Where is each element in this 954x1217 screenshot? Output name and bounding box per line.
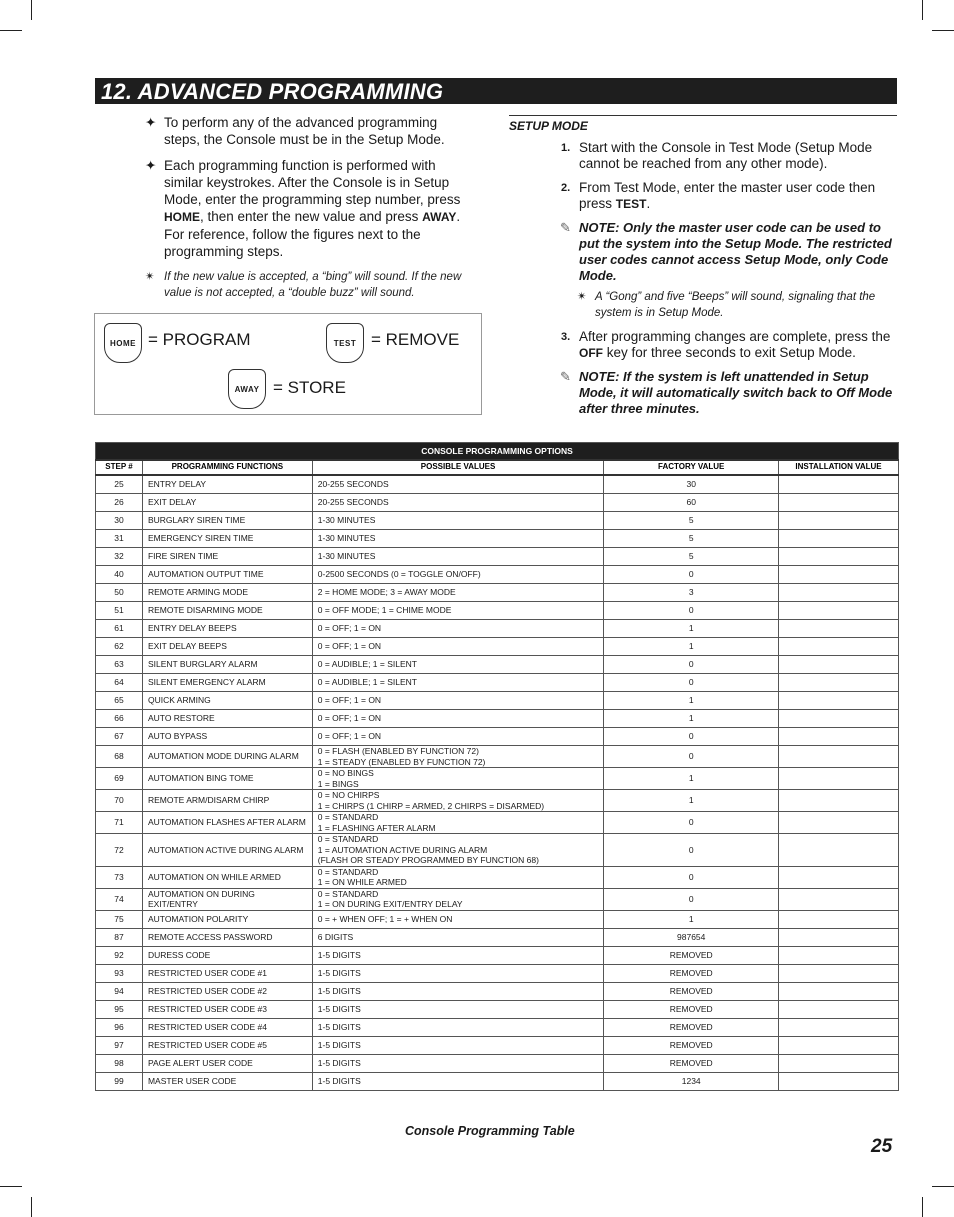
off-key-ref: OFF [579, 346, 603, 360]
installation-value-cell [779, 656, 899, 674]
table-row [96, 1036, 899, 1054]
values-cell: 0 = STANDARD 1 = ON DURING EXIT/ENTRY DELAY [312, 888, 604, 910]
away-key-ref: AWAY [422, 210, 457, 224]
factory-value-cell: 1 [604, 768, 779, 790]
table-caption: CONSOLE PROGRAMMING OPTIONS [96, 443, 899, 461]
step-cell: 61 [96, 620, 143, 638]
step-cell: 31 [96, 530, 143, 548]
table-row [96, 866, 899, 888]
function-cell: QUICK ARMING [142, 692, 312, 710]
setup-sub-note [509, 289, 897, 321]
installation-value-cell [779, 834, 899, 867]
function-cell: EXIT DELAY [142, 494, 312, 512]
intro-bullet [145, 114, 475, 148]
values-cell: 20-255 SECONDS [312, 475, 604, 494]
table-row [96, 768, 899, 790]
values-cell: 1-5 DIGITS [312, 1036, 604, 1054]
function-cell: ENTRY DELAY BEEPS [142, 620, 312, 638]
intro-bullet-text: To perform any of the advanced programming steps, the Console must be in the Setup Mode. [164, 115, 445, 147]
values-cell: 0 = AUDIBLE; 1 = SILENT [312, 674, 604, 692]
setup-step [509, 180, 897, 213]
installation-value-cell [779, 475, 899, 494]
function-cell: AUTO RESTORE [142, 710, 312, 728]
step-cell: 26 [96, 494, 143, 512]
step-cell: 64 [96, 674, 143, 692]
function-cell: AUTOMATION FLASHES AFTER ALARM [142, 812, 312, 834]
installation-value-cell [779, 1018, 899, 1036]
function-cell: EMERGENCY SIREN TIME [142, 530, 312, 548]
installation-value-cell [779, 512, 899, 530]
crop-mark [932, 1186, 954, 1187]
table-row [96, 1072, 899, 1090]
step-cell: 93 [96, 964, 143, 982]
installation-value-cell [779, 768, 899, 790]
values-cell: 1-5 DIGITS [312, 946, 604, 964]
home-key-label: = PROGRAM [148, 330, 251, 349]
function-cell: AUTO BYPASS [142, 728, 312, 746]
table-row [96, 888, 899, 910]
crop-mark [0, 30, 22, 31]
table-row [96, 602, 899, 620]
installation-value-cell [779, 530, 899, 548]
factory-value-cell: REMOVED [604, 1000, 779, 1018]
step-cell: 96 [96, 1018, 143, 1036]
factory-value-cell: 1 [604, 710, 779, 728]
step-cell: 66 [96, 710, 143, 728]
table-row [96, 928, 899, 946]
setup-note [509, 369, 897, 417]
step-cell: 30 [96, 512, 143, 530]
setup-step [509, 329, 897, 362]
installation-value-cell [779, 1036, 899, 1054]
table-row [96, 512, 899, 530]
factory-value-cell: 1 [604, 620, 779, 638]
test-key-ref: TEST [615, 197, 647, 211]
values-cell: 0 = OFF; 1 = ON [312, 710, 604, 728]
values-cell: 1-5 DIGITS [312, 982, 604, 1000]
values-cell: 1-5 DIGITS [312, 1000, 604, 1018]
step-cell: 50 [96, 584, 143, 602]
table-row [96, 728, 899, 746]
setup-note [509, 220, 897, 284]
values-cell: 0 = FLASH (ENABLED BY FUNCTION 72) 1 = STEADY (ENABLED BY FUNCTION 72) [312, 746, 604, 768]
values-cell: 2 = HOME MODE; 3 = AWAY MODE [312, 584, 604, 602]
column-header: INSTALLATION VALUE [779, 460, 899, 475]
values-cell: 20-255 SECONDS [312, 494, 604, 512]
section-title-bar [95, 78, 897, 104]
intro-note [145, 269, 475, 301]
step-cell: 95 [96, 1000, 143, 1018]
step-cell: 40 [96, 566, 143, 584]
factory-value-cell: REMOVED [604, 1036, 779, 1054]
table-row [96, 584, 899, 602]
pencil-icon: ✎ [560, 368, 571, 384]
installation-value-cell [779, 566, 899, 584]
function-cell: SILENT BURGLARY ALARM [142, 656, 312, 674]
values-cell: 0 = OFF; 1 = ON [312, 692, 604, 710]
values-cell: 0 = OFF; 1 = ON [312, 728, 604, 746]
values-cell: 1-30 MINUTES [312, 530, 604, 548]
step-number: 2. [561, 181, 571, 194]
factory-value-cell: 5 [604, 512, 779, 530]
installation-value-cell [779, 710, 899, 728]
installation-value-cell [779, 728, 899, 746]
factory-value-cell: 1 [604, 692, 779, 710]
function-cell: ENTRY DELAY [142, 475, 312, 494]
values-cell: 1-5 DIGITS [312, 964, 604, 982]
step-text: After programming changes are complete, press the [579, 328, 891, 344]
crop-mark [932, 30, 954, 31]
installation-value-cell [779, 928, 899, 946]
table-row [96, 674, 899, 692]
setup-step [509, 140, 897, 173]
function-cell: REMOTE ACCESS PASSWORD [142, 928, 312, 946]
factory-value-cell: 0 [604, 812, 779, 834]
bullet-star-icon: ✦ [145, 115, 157, 130]
table-row [96, 790, 899, 812]
page-number: 25 [871, 1136, 893, 1157]
installation-value-cell [779, 982, 899, 1000]
table-row [96, 620, 899, 638]
factory-value-cell: 0 [604, 834, 779, 867]
values-cell: 0 = AUDIBLE; 1 = SILENT [312, 656, 604, 674]
table-row [96, 710, 899, 728]
table-row [96, 530, 899, 548]
factory-value-cell: 5 [604, 530, 779, 548]
installation-value-cell [779, 692, 899, 710]
away-key-label: = STORE [273, 378, 346, 397]
values-cell: 1-30 MINUTES [312, 512, 604, 530]
step-cell: 72 [96, 834, 143, 867]
installation-value-cell [779, 888, 899, 910]
table-row [96, 475, 899, 494]
step-cell: 94 [96, 982, 143, 1000]
values-cell: 0 = OFF; 1 = ON [312, 638, 604, 656]
installation-value-cell [779, 746, 899, 768]
step-cell: 99 [96, 1072, 143, 1090]
step-cell: 25 [96, 475, 143, 494]
installation-value-cell [779, 910, 899, 928]
table-row [96, 692, 899, 710]
installation-value-cell [779, 638, 899, 656]
factory-value-cell: 3 [604, 584, 779, 602]
table-row [96, 494, 899, 512]
table-row [96, 1000, 899, 1018]
factory-value-cell: 0 [604, 888, 779, 910]
installation-value-cell [779, 674, 899, 692]
table-row [96, 834, 899, 867]
function-cell: FIRE SIREN TIME [142, 548, 312, 566]
function-cell: REMOTE ARMING MODE [142, 584, 312, 602]
factory-value-cell: REMOVED [604, 946, 779, 964]
home-key-ref: HOME [164, 210, 200, 224]
factory-value-cell: 0 [604, 728, 779, 746]
function-cell: EXIT DELAY BEEPS [142, 638, 312, 656]
table-row [96, 746, 899, 768]
values-cell: 0 = OFF MODE; 1 = CHIME MODE [312, 602, 604, 620]
figure-caption: Console Programming Table [405, 1124, 575, 1138]
function-cell: RESTRICTED USER CODE #5 [142, 1036, 312, 1054]
factory-value-cell: 0 [604, 656, 779, 674]
step-cell: 70 [96, 790, 143, 812]
step-cell: 62 [96, 638, 143, 656]
test-key-label: = REMOVE [371, 330, 460, 349]
bullet-star-icon: ✦ [145, 158, 157, 173]
section-title: 12. ADVANCED PROGRAMMING [101, 79, 444, 104]
function-cell: RESTRICTED USER CODE #1 [142, 964, 312, 982]
values-cell: 1-5 DIGITS [312, 1072, 604, 1090]
step-cell: 98 [96, 1054, 143, 1072]
values-cell: 1-30 MINUTES [312, 548, 604, 566]
function-cell: AUTOMATION MODE DURING ALARM [142, 746, 312, 768]
step-text: From Test Mode, enter the master user code then press [579, 179, 876, 211]
factory-value-cell: 0 [604, 602, 779, 620]
table-row [96, 982, 899, 1000]
values-cell: 1-5 DIGITS [312, 1054, 604, 1072]
intro-note-text: If the new value is accepted, a “bing” will sound. If the new value is not accepted, a “double buzz” will sound. [164, 271, 462, 299]
factory-value-cell: 1 [604, 638, 779, 656]
function-cell: SILENT EMERGENCY ALARM [142, 674, 312, 692]
step-text: key for three seconds to exit Setup Mode. [603, 345, 856, 360]
values-cell: 1-5 DIGITS [312, 1018, 604, 1036]
values-cell: 0 = OFF; 1 = ON [312, 620, 604, 638]
key-legend [94, 313, 482, 415]
away-key-icon: AWAY [228, 369, 266, 409]
test-key-icon: TEST [326, 323, 364, 363]
table-row [96, 964, 899, 982]
step-text: Start with the Console in Test Mode (Setup Mode cannot be reached from any other mode). [579, 139, 873, 171]
step-number: 1. [561, 141, 571, 154]
column-header: FACTORY VALUE [604, 460, 779, 475]
step-cell: 51 [96, 602, 143, 620]
intro-bullet-text: Each programming function is performed with similar keystrokes. After the Console is in Setup Mode, enter the programming step number, press [164, 158, 461, 207]
installation-value-cell [779, 946, 899, 964]
crop-mark [31, 1197, 32, 1217]
setup-note-text: NOTE: Only the master user code can be used to put the system into the Setup Mode. The restricted user codes cannot access Setup Mode, only Code Mode. [579, 219, 892, 283]
function-cell: REMOTE DISARMING MODE [142, 602, 312, 620]
column-header: PROGRAMMING FUNCTIONS [142, 460, 312, 475]
table-row [96, 656, 899, 674]
factory-value-cell: 0 [604, 866, 779, 888]
crop-mark [922, 1197, 923, 1217]
factory-value-cell: 1 [604, 910, 779, 928]
step-cell: 92 [96, 946, 143, 964]
intro-column [145, 114, 475, 301]
table-row [96, 548, 899, 566]
values-cell: 0 = NO BINGS 1 = BINGS [312, 768, 604, 790]
installation-value-cell [779, 812, 899, 834]
installation-value-cell [779, 602, 899, 620]
setup-sub-note-text: A “Gong” and five “Beeps” will sound, signaling that the system is in Setup Mode. [595, 290, 876, 319]
column-header: STEP # [96, 460, 143, 475]
function-cell: MASTER USER CODE [142, 1072, 312, 1090]
asterisk-icon: ✴ [577, 290, 587, 303]
installation-value-cell [779, 494, 899, 512]
step-number: 3. [561, 330, 571, 343]
function-cell: PAGE ALERT USER CODE [142, 1054, 312, 1072]
intro-bullet-text: , then enter the new value and press [200, 209, 423, 224]
values-cell: 6 DIGITS [312, 928, 604, 946]
values-cell: 0-2500 SECONDS (0 = TOGGLE ON/OFF) [312, 566, 604, 584]
factory-value-cell: REMOVED [604, 1018, 779, 1036]
values-cell: 0 = STANDARD 1 = ON WHILE ARMED [312, 866, 604, 888]
factory-value-cell: 1 [604, 790, 779, 812]
setup-note-text: NOTE: If the system is left unattended in Setup Mode, it will automatically switch back to Off Mode after three minutes. [579, 368, 893, 416]
values-cell: 0 = STANDARD 1 = AUTOMATION ACTIVE DURING ALARM (FLASH OR STEADY PROGRAMMED BY FUNCTION 68) [312, 834, 604, 867]
step-text: . [646, 196, 651, 211]
intro-bullet-text: . For reference, follow the figures next to the programming steps. [164, 209, 461, 259]
setup-mode-column [509, 115, 897, 422]
home-key-icon: HOME [104, 323, 142, 363]
installation-value-cell [779, 1054, 899, 1072]
factory-value-cell: 30 [604, 475, 779, 494]
function-cell: AUTOMATION ACTIVE DURING ALARM [142, 834, 312, 867]
intro-bullet [145, 157, 475, 260]
factory-value-cell: REMOVED [604, 964, 779, 982]
function-cell: BURGLARY SIREN TIME [142, 512, 312, 530]
console-programming-table [95, 442, 899, 1091]
factory-value-cell: 5 [604, 548, 779, 566]
table-row [96, 946, 899, 964]
function-cell: AUTOMATION OUTPUT TIME [142, 566, 312, 584]
function-cell: RESTRICTED USER CODE #2 [142, 982, 312, 1000]
step-cell: 74 [96, 888, 143, 910]
step-cell: 87 [96, 928, 143, 946]
step-cell: 97 [96, 1036, 143, 1054]
table-row [96, 1054, 899, 1072]
values-cell: 0 = NO CHIRPS 1 = CHIRPS (1 CHIRP = ARMED, 2 CHIRPS = DISARMED) [312, 790, 604, 812]
installation-value-cell [779, 548, 899, 566]
factory-value-cell: 0 [604, 566, 779, 584]
factory-value-cell: 1234 [604, 1072, 779, 1090]
values-cell: 0 = + WHEN OFF; 1 = + WHEN ON [312, 910, 604, 928]
setup-mode-heading: SETUP MODE [509, 115, 897, 135]
factory-value-cell: 0 [604, 746, 779, 768]
function-cell: REMOTE ARM/DISARM CHIRP [142, 790, 312, 812]
function-cell: RESTRICTED USER CODE #3 [142, 1000, 312, 1018]
step-cell: 65 [96, 692, 143, 710]
function-cell: RESTRICTED USER CODE #4 [142, 1018, 312, 1036]
function-cell: AUTOMATION ON DURING EXIT/ENTRY [142, 888, 312, 910]
table-row [96, 638, 899, 656]
column-header: POSSIBLE VALUES [312, 460, 604, 475]
values-cell: 0 = STANDARD 1 = FLASHING AFTER ALARM [312, 812, 604, 834]
installation-value-cell [779, 866, 899, 888]
step-cell: 63 [96, 656, 143, 674]
factory-value-cell: 0 [604, 674, 779, 692]
function-cell: DURESS CODE [142, 946, 312, 964]
installation-value-cell [779, 620, 899, 638]
table-row [96, 910, 899, 928]
step-cell: 32 [96, 548, 143, 566]
factory-value-cell: 60 [604, 494, 779, 512]
asterisk-icon: ✴ [145, 271, 155, 283]
step-cell: 73 [96, 866, 143, 888]
table-row [96, 1018, 899, 1036]
installation-value-cell [779, 1000, 899, 1018]
installation-value-cell [779, 790, 899, 812]
factory-value-cell: REMOVED [604, 1054, 779, 1072]
factory-value-cell: 987654 [604, 928, 779, 946]
installation-value-cell [779, 1072, 899, 1090]
step-cell: 67 [96, 728, 143, 746]
table-row [96, 566, 899, 584]
crop-mark [922, 0, 923, 20]
crop-mark [31, 0, 32, 20]
installation-value-cell [779, 964, 899, 982]
crop-mark [0, 1186, 22, 1187]
function-cell: AUTOMATION ON WHILE ARMED [142, 866, 312, 888]
installation-value-cell [779, 584, 899, 602]
pencil-icon: ✎ [560, 219, 571, 235]
step-cell: 71 [96, 812, 143, 834]
table-row [96, 812, 899, 834]
step-cell: 75 [96, 910, 143, 928]
function-cell: AUTOMATION BING TOME [142, 768, 312, 790]
step-cell: 68 [96, 746, 143, 768]
step-cell: 69 [96, 768, 143, 790]
function-cell: AUTOMATION POLARITY [142, 910, 312, 928]
factory-value-cell: REMOVED [604, 982, 779, 1000]
